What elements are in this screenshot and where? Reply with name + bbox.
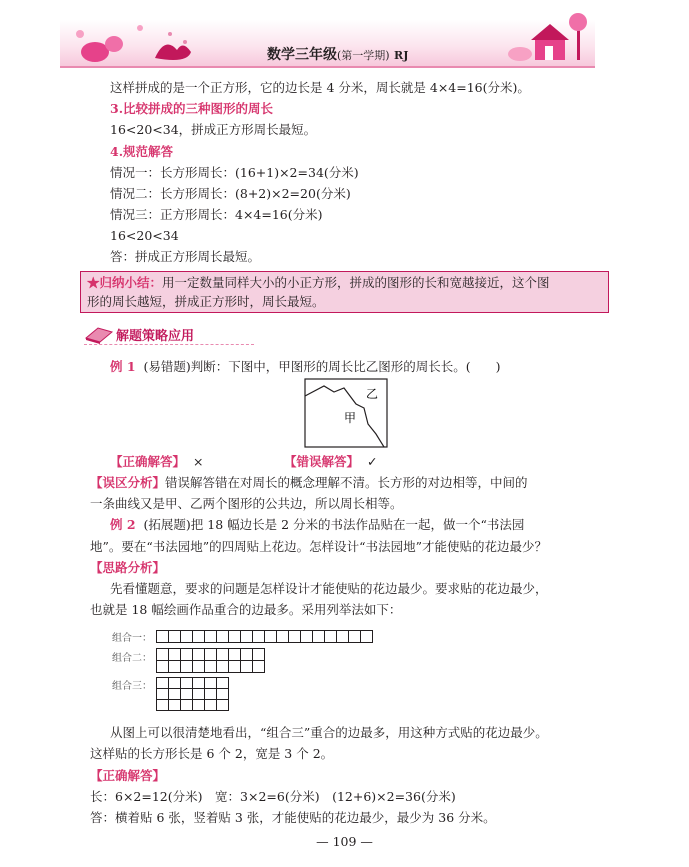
combo1-label: 组合一： (112, 633, 152, 644)
example2-question-2: 地”。要在“书法园地”的四周贴上花边。怎样设计“书法园地”才能使贴的花边最少？ (90, 539, 547, 554)
case-3: 情况三：正方形周长：4×4=16(分米) (110, 207, 323, 222)
correct-answer-label-1: 【正确解答】 (110, 454, 186, 469)
figure-label-jia: 甲 (344, 411, 357, 425)
conclusion-1: 从图上可以很清楚地看出，“组合三”重合的边最多，用这种方式贴的花边最少。 (110, 725, 548, 740)
combo3-label: 组合三： (112, 681, 152, 692)
step3-heading: 3.比较拼成的三种图形的周长 (110, 101, 274, 116)
example2-question-1: 把 18 幅边长是 2 分米的书法作品贴在一起，做一个“书法园 (190, 517, 525, 532)
example1-figure (304, 378, 388, 448)
correct-answer-label-2: 【正确解答】 (90, 768, 166, 783)
example1-answers (110, 454, 203, 470)
summary-text-2: 形的周长越短，拼成正方形时，周长最短。 (87, 294, 325, 309)
thinking-label: 【思路分析】 (90, 560, 166, 575)
example1-question: 判断：下图中，甲图形的周长比乙图形的周长长。( ) (190, 359, 501, 374)
combo2-label: 组合二： (112, 653, 152, 664)
combo1-grid (156, 630, 373, 643)
example1-wrong (284, 454, 377, 470)
example2-tag: (拓展题) (143, 517, 191, 532)
summary-label: ★归纳小结： (87, 275, 163, 290)
answer-2: 答：横着贴 6 张，竖着贴 3 张，才能使贴的花边最少，最少为 36 分米。 (90, 810, 496, 825)
example2-label: 例 2 (110, 517, 136, 532)
answer-1: 答：拼成正方形周长最短。 (110, 249, 261, 264)
calculation: 长：6×2=12(分米) 宽：3×2=6(分米) (12+6)×2=36(分米) (90, 789, 456, 804)
combo3-grid (156, 677, 229, 711)
step4-heading: 4.规范解答 (110, 144, 174, 159)
header-title (267, 44, 408, 64)
book-edition: RJ (394, 49, 409, 62)
figure-label-yi: 乙 (366, 387, 379, 401)
comparison: 16<20<34 (110, 228, 179, 243)
conclusion-2: 这样贴的长方形长是 6 个 2，宽是 3 个 2。 (90, 746, 334, 761)
case-2: 情况二：长方形周长：(8+2)×2=20(分米) (110, 186, 351, 201)
example1-line (110, 359, 501, 375)
page-number: — 109 — (316, 834, 373, 849)
combo2-grid (156, 648, 265, 673)
example1-tag: (易错题) (143, 359, 191, 374)
wrong-answer-label: 【错误解答】 (284, 454, 360, 469)
case-1: 情况一：长方形周长：(16+1)×2=34(分米) (110, 165, 359, 180)
summary-box (80, 271, 609, 313)
flower-decoration-icon (60, 14, 200, 68)
section-underline (84, 344, 254, 346)
example1-label: 例 1 (110, 359, 136, 374)
example2-line-1 (110, 517, 524, 533)
analysis-text-1: 错误解答错在对周长的概念理解不清。长方形的对边相等，中间的 (165, 475, 528, 490)
thinking-text-1: 先看懂题意，要求的问题是怎样设计才能使贴的花边最少。要求贴的花边最少， (110, 581, 548, 596)
analysis-line-1 (90, 475, 528, 491)
book-icon (84, 322, 114, 344)
analysis-label: 【误区分析】 (90, 475, 166, 490)
solution-line-1: 这样拼成的是一个正方形，它的边长是 4 分米，周长就是 4×4=16(分米)。 (110, 80, 530, 95)
wrong-mark: ✓ (366, 454, 378, 469)
section-title: 解题策略应用 (116, 329, 195, 344)
correct-mark: × (192, 454, 204, 469)
house-decoration-icon (505, 12, 595, 68)
thinking-text-2: 也就是 18 幅绘画作品重合的边最多。采用列举法如下： (90, 602, 402, 617)
step3-text: 16<20<34，拼成正方形周长最短。 (110, 122, 317, 137)
book-subtitle: (第一学期) (337, 49, 390, 62)
analysis-text-2: 一条曲线又是甲、乙两个图形的公共边，所以周长相等。 (90, 496, 403, 511)
book-title: 数学三年级 (267, 47, 337, 63)
summary-text-1: 用一定数量同样大小的小正方形，拼成的图形的长和宽越接近，这个图 (162, 275, 550, 290)
